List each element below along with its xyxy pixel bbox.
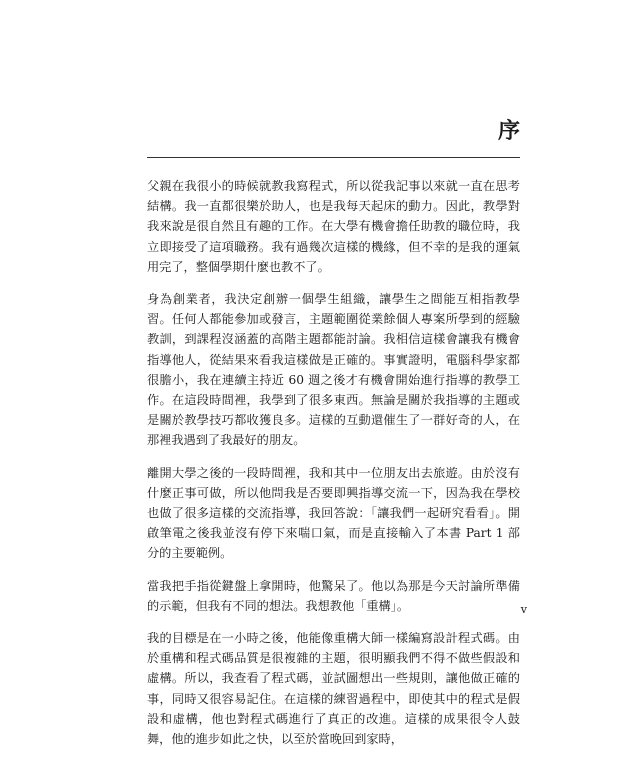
paragraph-3: 離開大學之後的一段時間裡，我和其中一位朋友出去旅遊。由於沒有什麼正事可做，所以他問我是否要即興指導交流一下，因為我在學校也做了很多這樣的交流指導，我回答說：「讓我們一起研究看看」。開啟筆電之後我並沒有停下來喘口氣，而是直接輸入了本書 Part 1 部分的主要範例。 [147,465,520,561]
paragraph-5: 我的目標是在一小時之後，他能像重構大師一樣編寫設計程式碼。由於重構和程式碼品質是很複雜的主題，很明顯我們不得不做些假設和虛構。所以，我查看了程式碼，並試圖想出一些規則，讓他做正確的事，同時又很容易記住。在這樣的練習過程中，即使其中的程式是假設和虛構，他也對程式碼進行了真正的改進。這樣的成果很令人鼓舞，他的進步如此之快，以至於當晚回到家時， [147,631,520,747]
chapter-title: 序 [497,118,521,144]
paragraph-1: 父親在我很小的時候就教我寫程式，所以從我記事以來就一直在思考結構。我一直都很樂於助人，也是我每天起床的動力。因此，教學對我來說是很自然且有趣的工作。在大學有機會擔任助教的職位時，我立即接受了這項職務。我有過幾次這樣的機緣，但不幸的是我的運氣用完了，整個學期什麼也教不了。 [147,179,520,274]
paragraph-2: 身為創業者，我決定創辦一個學生組織，讓學生之間能互相指教學習。任何人都能參加或發言，主題範圍從業餘個人專案所學到的經驗教訓，到課程沒涵蓋的高階主題都能討論。我相信這樣會讓我有機會指導他人，從結果來看我這樣做是正確的。事實證明，電腦科學家都很膽小，我在連續主持近 60 週之後才有機會開始進行指導的教學工作。在這段時間裡，我學到了很多東西。無論是關於我指導的主題或是關於教學技巧都收獲良多。這樣的互動還催生了一群好奇的人，在那裡我遇到了我最好的朋友。 [147,292,520,448]
paragraph-4: 當我把手指從鍵盤上拿開時，他驚呆了。他以為那是今天討論所準備的示範，但我有不同的想法。我想教他「重構」。 [147,578,520,613]
body-text [147,176,520,761]
title-divider [147,157,520,158]
page-number: v [520,603,527,616]
